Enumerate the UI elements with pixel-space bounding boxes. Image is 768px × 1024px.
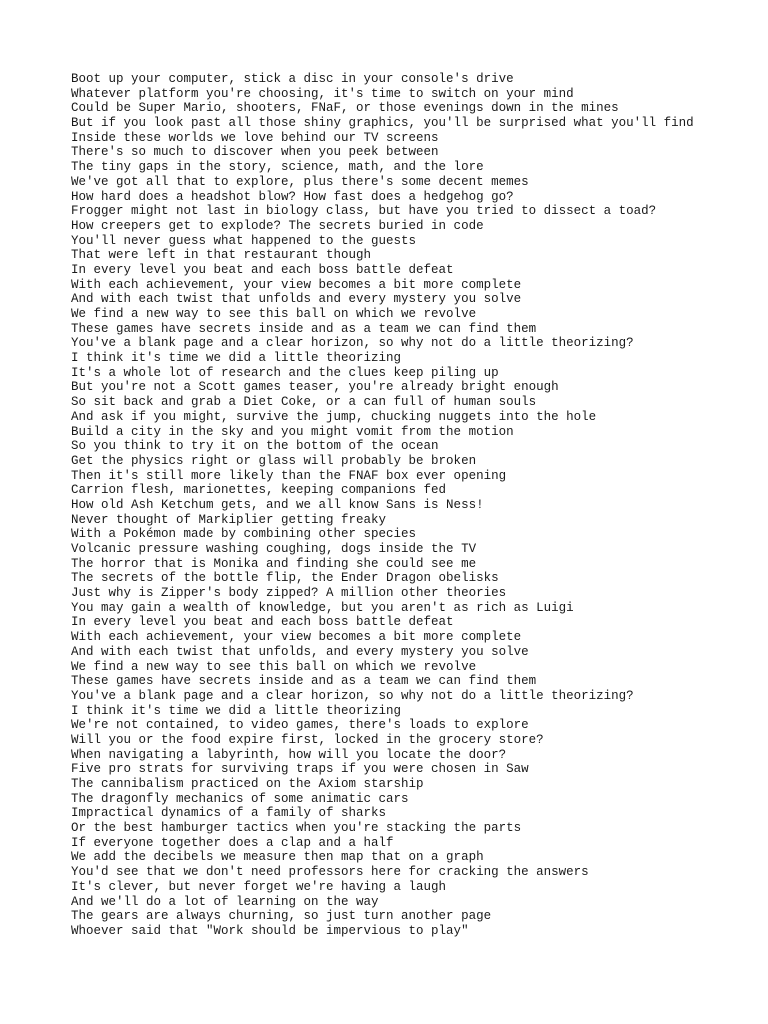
lyric-line: And with each twist that unfolds, and every mystery you solve (71, 644, 529, 659)
lyric-line: The dragonfly mechanics of some animatic cars (71, 791, 409, 806)
lyric-line: These games have secrets inside and as a team we can find them (71, 321, 537, 336)
lyric-line: Whatever platform you're choosing, it's time to switch on your mind (71, 86, 574, 101)
lyric-line: Never thought of Markiplier getting freaky (71, 512, 387, 527)
lyric-line: Then it's still more likely than the FNAF box ever opening (71, 468, 507, 483)
lyric-line: Whoever said that "Work should be impervious to play" (71, 923, 469, 938)
lyric-line: With each achievement, your view becomes a bit more complete (71, 630, 522, 645)
lyric-line: We add the decibels we measure then map that on a graph (71, 850, 484, 865)
lyric-line: Could be Super Mario, shooters, FNaF, or those evenings down in the mines (71, 101, 619, 116)
lyric-line: Volcanic pressure washing coughing, dogs inside the TV (71, 542, 477, 556)
lyric-line: Impractical dynamics of a family of sharks (71, 806, 387, 821)
lyric-line: When navigating a labyrinth, how will you locate the door? (71, 747, 507, 762)
lyric-line: The cannibalism practiced on the Axiom starship (71, 777, 424, 791)
lyric-line: You may gain a wealth of knowledge, but you aren't as rich as Luigi (71, 600, 574, 615)
lyric-line: I think it's time we did a little theorizing (71, 351, 402, 366)
lyric-line: In every level you beat and each boss battle defeat (71, 262, 454, 277)
lyric-line: How hard does a headshot blow? How fast does a hedgehog go? (71, 189, 514, 204)
lyric-line: These games have secrets inside and as a team we can find them (71, 674, 537, 689)
lyrics-document (71, 72, 761, 939)
lyric-line: Inside these worlds we love behind our TV screens (71, 130, 439, 145)
lyric-line: We find a new way to see this ball on which we revolve (71, 307, 477, 321)
lyric-line: We're not contained, to video games, there's loads to explore (71, 718, 529, 733)
lyric-line: You'd see that we don't need professors here for cracking the answers (71, 865, 589, 880)
lyric-line: So you think to try it on the bottom of the ocean (71, 439, 439, 454)
lyric-line: You've a blank page and a clear horizon, so why not do a little theorizing? (71, 688, 634, 703)
lyric-line: Five pro strats for surviving traps if you were chosen in Saw (71, 762, 529, 777)
lyric-line: And we'll do a lot of learning on the way (71, 894, 379, 909)
lyric-line: Frogger might not last in biology class, but have you tried to dissect a toad? (71, 204, 657, 219)
lyric-line: Get the physics right or glass will probably be broken (71, 453, 477, 468)
lyric-line: Or the best hamburger tactics when you're stacking the parts (71, 821, 522, 836)
lyric-line: We find a new way to see this ball on which we revolve (71, 659, 477, 674)
lyric-line: In every level you beat and each boss battle defeat (71, 615, 454, 630)
lyric-line: I think it's time we did a little theorizing (71, 703, 402, 718)
lyric-line: Build a city in the sky and you might vomit from the motion (71, 424, 514, 439)
lyric-line: How old Ash Ketchum gets, and we all know Sans is Ness! (71, 497, 484, 512)
lyric-line: With each achievement, your view becomes a bit more complete (71, 277, 522, 292)
lyric-line: The horror that is Monika and finding she could see me (71, 556, 477, 571)
lyric-line: You've a blank page and a clear horizon, so why not do a little theorizing? (71, 336, 634, 351)
lyric-line: Boot up your computer, stick a disc in your console's drive (71, 72, 514, 86)
lyric-line: We've got all that to explore, plus there's some decent memes (71, 174, 529, 189)
lyric-line: But if you look past all those shiny graphics, you'll be surprised what you'll find (71, 116, 694, 131)
lyric-line: The secrets of the bottle flip, the Ender Dragon obelisks (71, 571, 499, 586)
lyric-line: Carrion flesh, marionettes, keeping companions fed (71, 483, 447, 498)
lyric-line: Just why is Zipper's body zipped? A million other theories (71, 586, 507, 601)
lyric-line: If everyone together does a clap and a half (71, 835, 394, 850)
lyric-line: That were left in that restaurant though (71, 248, 372, 263)
lyric-line: It's clever, but never forget we're having a laugh (71, 879, 447, 894)
lyric-line: And ask if you might, survive the jump, chucking nuggets into the hole (71, 409, 597, 424)
lyric-line: And with each twist that unfolds and every mystery you solve (71, 292, 522, 307)
lyric-line: It's a whole lot of research and the clues keep piling up (71, 365, 499, 380)
lyric-line: The gears are always churning, so just turn another page (71, 909, 492, 924)
lyric-line: But you're not a Scott games teaser, you're already bright enough (71, 380, 559, 395)
lyric-line: So sit back and grab a Diet Coke, or a can full of human souls (71, 395, 537, 410)
lyric-line: You'll never guess what happened to the guests (71, 233, 417, 248)
lyric-line: There's so much to discover when you peek between (71, 145, 439, 160)
lyric-line: Will you or the food expire first, locked in the grocery store? (71, 732, 544, 747)
lyric-line: How creepers get to explode? The secrets buried in code (71, 218, 484, 233)
lyric-line: The tiny gaps in the story, science, math, and the lore (71, 160, 484, 175)
lyric-line: With a Pokémon made by combining other species (71, 527, 417, 542)
